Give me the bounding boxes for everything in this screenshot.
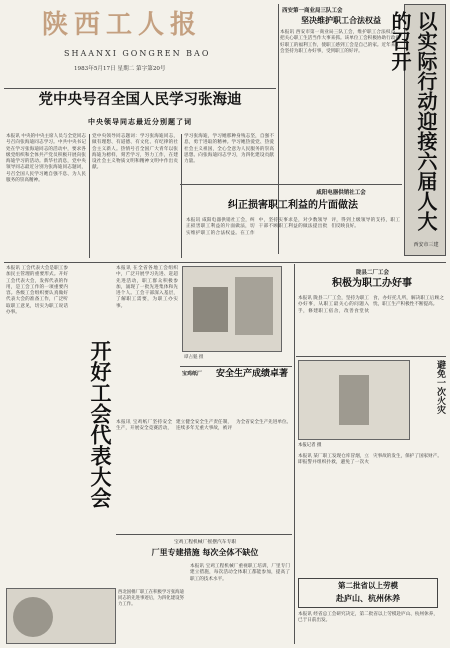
main-col-mid: 党中央领导同志题词：学习张海迪同志，做有理想、有道德、有文化、有纪律的社会主义新人。热情号召全国广大青年以张海迪为榜样，刻苦学习，努力工作，在建设社会主义物质文明和精神文明中作出贡献。 — [92, 134, 178, 171]
small-title: 厂里专建措施 每次全体不缺位 — [151, 547, 259, 557]
issue-line: 1983年5月17日 星期二 第字第20号 — [74, 66, 166, 72]
tr-body: 本报讯 西安市第一商业局三队工会，维护职工合法权益，把关心职工生活当作大事来抓。该单位工会积极协助行政做好职工的福利工作，使职工感到工会是自己的家。近年来工会坚持为职工办好事，受到职工的好评。 — [280, 30, 400, 54]
photo-machine — [193, 287, 228, 332]
small-body: 本报讯 宝鸡工程机械厂重视职工培训，厂里专门建立措施，每次活动全体职工都能参加，提高了职工的技术水平。 — [190, 564, 290, 582]
center-body: 本报讯 在全省各地工会组织中，广泛开展学习先进、赶超先进活动，职工群众积极参加，涌现了一批先进集体和先进个人。工会干部深入基层，了解职工需要，为职工办实事。 — [116, 266, 178, 309]
photo-figure — [13, 597, 53, 637]
tr-kicker: 西安第一商业局三队工会 — [282, 8, 343, 14]
vertical-banner-sub: 西安市三建 — [413, 242, 439, 248]
masthead — [4, 4, 274, 86]
left-big-headline: 开好工会代表大会 — [88, 340, 113, 508]
photo-worker — [235, 277, 273, 335]
vertical-banner-text: 以实际行动迎接六届人大的召开 — [388, 11, 438, 231]
right-title: 积极为职工办好事 — [332, 278, 412, 289]
safety-body: 本报讯 宝鸡纸厂坚持安全生产，开展安全竞赛活动，建立健全安全生产责任制，连续多年无重大事故，被评为全省安全生产先进单位。 — [116, 420, 292, 432]
small-kicker: 宝鸡工程机械厂摇摆汽车专职 — [173, 540, 237, 545]
main-col-right: 学习张海迪，学习她那种身残志坚，自强不息，勇于进取的精神。学习她热爱党、热爱社会主义祖国，全心全意为人民服务的崇高思想。向张海迪同志学习，为四化建设贡献力量。 — [184, 134, 274, 165]
mid-body: 本报讯 咸阳电器供销社工会，纠正损害职工利益的片面做法，切实维护职工的合法权益。在工作中，坚持实事求是，对少数领导干部不顾职工利益的做法提出批评，得到上级领导的支持，职工们反映良好。 — [186, 218, 400, 236]
side-body: 本报讯 某厂职工发现仓库冒烟，立即报警并组织扑救，避免了一次火灾事故的发生，保护了国家财产。 — [298, 454, 442, 466]
boxed-line2: 赴庐山、杭州休养 — [336, 593, 400, 603]
bottom-photo — [6, 588, 116, 644]
safety-title: 安全生产成绩卓著 — [215, 369, 288, 379]
masthead-logo: 陕西工人报 — [42, 10, 203, 40]
boxed-line1: 第二批省以上劳模 — [338, 581, 398, 590]
safety-kicker: 宝鸡纸厂 — [182, 371, 203, 377]
small-photo-caption: 本报记者 摄 — [298, 443, 322, 448]
main-headline: 党中央号召全国人民学习张海迪 — [38, 91, 242, 108]
boxed-notice — [298, 578, 438, 608]
tr-title: 坚决维护职工合法权益 — [301, 15, 381, 25]
masthead-pinyin: SHAANXI GONGREN BAO — [64, 49, 211, 58]
right-kicker: 陇县二厂工会 — [356, 270, 390, 276]
side-photo — [298, 360, 410, 440]
mid-kicker: 咸阳电器供销社工会 — [316, 190, 366, 196]
vertical-banner — [388, 4, 446, 256]
mid-title: 纠正损害职工利益的片面做法 — [228, 200, 358, 211]
right-body: 本报讯 陇县二厂工会，坚持为职工办好事，从职工最关心的问题入手，修建职工宿舍，改善食堂伙食，办好托儿所，解决职工后顾之忧，职工生产积极性不断提高。 — [298, 296, 444, 314]
photo-person — [339, 375, 369, 425]
center-photo — [182, 266, 282, 352]
photo-credit: 谭占魁 摄 — [184, 355, 204, 360]
side-title: 避免一次火灾 — [435, 360, 445, 414]
left-body: 本报讯 工会代表大会是职工参加民主管理的重要形式。开好工会代表大会，发挥代表的作用，是工会工作的一项重要内容。各级工会组织要认真做好代表大会的准备工作，广泛听取职工意见，切实为职工说话办事。 — [6, 266, 68, 316]
main-headline-sub: 中央领导同志最近分别题了词 — [88, 117, 192, 126]
main-col-left: 本报讯 中央的中央主席人员与全党同志号召向张海迪同志学习。中共中央书记处在学习张海迪同志的活动中，要求各级党组织和全体共产党员积极开展向张海迪学习的活动。新华社消息，党中央领导同志最近分别为张海迪同志题词，号召全国人民学习她自强不息、为人民服务的崇高精神。 — [6, 134, 86, 184]
photo-caption: 西北国棉厂职工在积极学习张海迪同志的先进事迹后，为四化建设努力工作。 — [118, 590, 184, 607]
boxed-body: 本报讯 经省总工会研究决定，第二批省以上劳模赴庐山、杭州休养，已于日前出发。 — [298, 612, 438, 624]
